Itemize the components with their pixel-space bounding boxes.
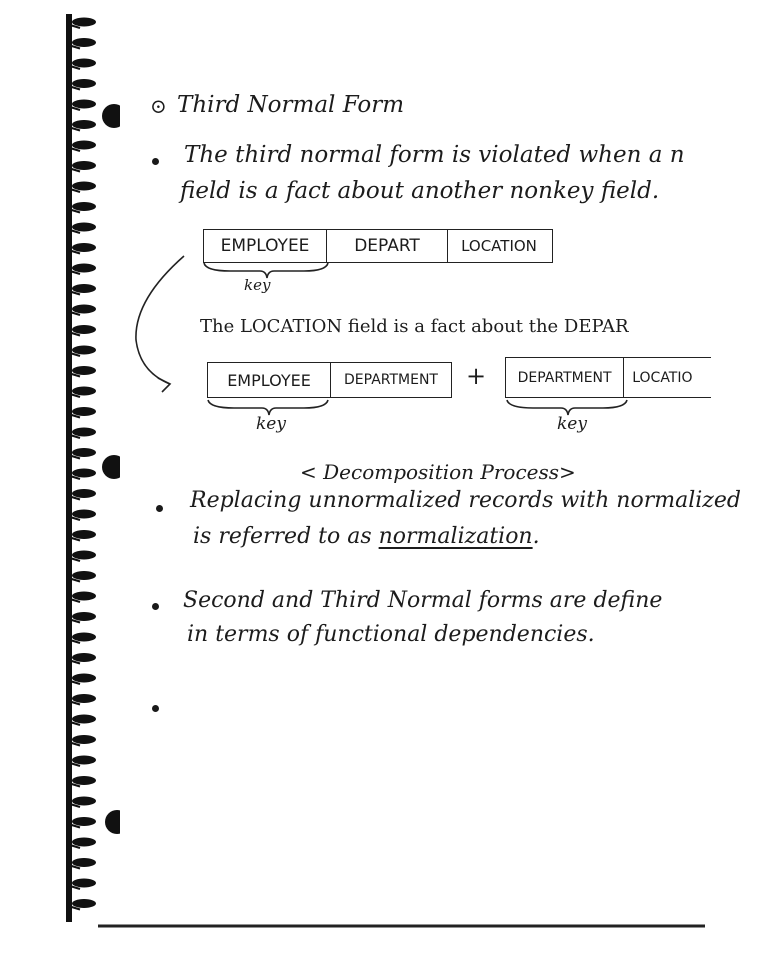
spiral-coil xyxy=(72,141,96,150)
spiral-coil xyxy=(72,633,96,642)
bullet-dot xyxy=(156,505,163,512)
table-1-cell-depart: DEPART xyxy=(327,230,448,262)
spiral-coil xyxy=(72,510,96,519)
spiral-coil xyxy=(72,694,96,703)
spiral-coil xyxy=(72,182,96,191)
spiral-coil xyxy=(72,817,96,826)
key-label-2: key xyxy=(256,414,286,434)
table-2a-cell-department: DEPARTMENT xyxy=(344,372,438,388)
spiral-coil xyxy=(72,735,96,744)
spiral-coil xyxy=(72,571,96,580)
table-employee-department xyxy=(207,362,452,398)
spiral-coil xyxy=(72,346,96,355)
spiral-coil xyxy=(72,264,96,273)
table-1-cell-employee: EMPLOYEE xyxy=(204,230,327,262)
spiral-coil xyxy=(72,202,96,211)
spiral-coil xyxy=(72,100,96,109)
spiral-coil xyxy=(72,366,96,375)
key-label-1: key xyxy=(244,276,271,294)
page-heading: Third Normal Form xyxy=(177,92,405,118)
spiral-coil xyxy=(72,284,96,293)
spiral-coil xyxy=(72,715,96,724)
spiral-coil xyxy=(72,223,96,232)
bullet-1-line-1: The third normal form is violated when a n xyxy=(184,142,685,168)
spiral-coil xyxy=(72,776,96,785)
punch-hole xyxy=(102,104,120,128)
decomposition-caption: < Decomposition Process> xyxy=(300,460,576,484)
spiral-coil xyxy=(72,838,96,847)
table-2b-cell-location: LOCATIO xyxy=(632,369,693,386)
spiral-coil xyxy=(72,325,96,334)
bullet-dot xyxy=(152,603,159,610)
spiral-coil xyxy=(72,120,96,129)
spiral-coil xyxy=(72,551,96,560)
spiral-coil xyxy=(72,674,96,683)
spiral-coil xyxy=(72,448,96,457)
table-1-cell-location: LOCATION xyxy=(461,237,537,255)
spiral-coil xyxy=(72,879,96,888)
spiral-coil xyxy=(72,79,96,88)
spiral-coil xyxy=(72,653,96,662)
spiral-coil xyxy=(72,387,96,396)
decomposition-arrow-icon xyxy=(124,250,204,400)
spiral-coil xyxy=(72,243,96,252)
bullet-1-line-2: field is a fact about another nonkey field. xyxy=(180,178,660,204)
table-2a-cell-employee: EMPLOYEE xyxy=(208,363,331,397)
spiral-coil xyxy=(72,489,96,498)
spiral-coil xyxy=(72,756,96,765)
spiral-coil xyxy=(72,407,96,416)
spiral-coil xyxy=(72,161,96,170)
normalization-term: normalization xyxy=(378,524,533,549)
spiral-coil xyxy=(72,530,96,539)
spiral-coil xyxy=(72,59,96,68)
bullet-2-line-1: Replacing unnormalized records with normalized xyxy=(190,488,741,513)
bullet-3-line-2: in terms of functional dependencies. xyxy=(187,622,595,647)
punch-hole xyxy=(105,810,120,834)
table-employee-depart-location xyxy=(203,229,553,263)
spiral-coil xyxy=(72,858,96,867)
punch-hole xyxy=(102,455,120,479)
spiral-coil xyxy=(72,428,96,437)
middle-note: The LOCATION field is a fact about the DEPAR xyxy=(200,316,629,337)
bullet-2-line-2-prefix: is referred to as xyxy=(193,524,379,549)
table-department-location xyxy=(505,357,711,398)
spiral-coil xyxy=(72,18,96,27)
heading-bullet-icon: ⊙ xyxy=(150,94,167,118)
plus-sign: + xyxy=(466,362,487,390)
bullet-dot xyxy=(152,158,159,165)
spiral-coil xyxy=(72,38,96,47)
bullet-2-line-2 xyxy=(193,524,540,549)
key-label-3: key xyxy=(557,414,587,434)
spiral-coil xyxy=(72,305,96,314)
spiral-binding xyxy=(0,0,120,978)
bullet-2-line-2-suffix: . xyxy=(532,524,540,549)
spiral-coil xyxy=(72,899,96,908)
spiral-coil xyxy=(72,612,96,621)
bullet-dot-empty xyxy=(152,705,159,712)
table-2b-cell-department: DEPARTMENT xyxy=(506,358,624,397)
spiral-coil xyxy=(72,469,96,478)
bullet-3-line-1: Second and Third Normal forms are define xyxy=(183,588,663,613)
spiral-coil xyxy=(72,592,96,601)
spiral-coil xyxy=(72,797,96,806)
